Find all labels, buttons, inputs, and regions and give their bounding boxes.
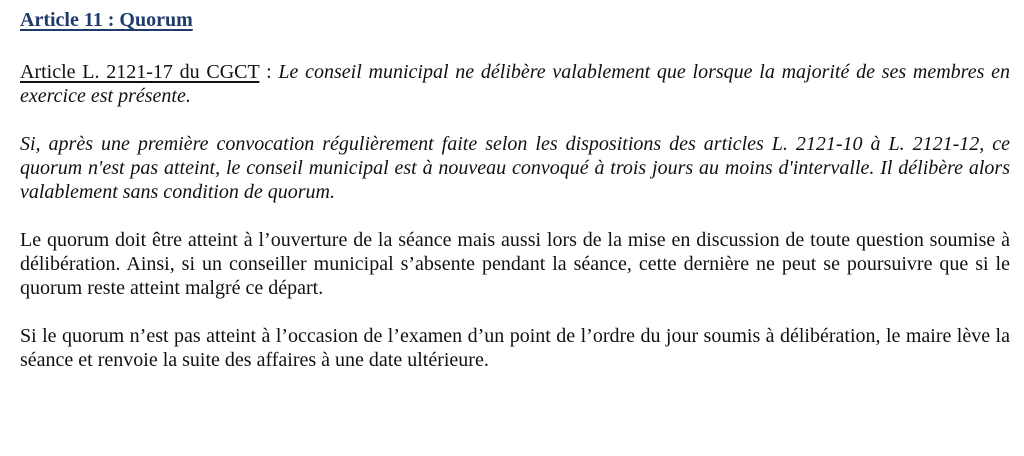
paragraph-quorum-not-reached: Si le quorum n’est pas atteint à l’occasion de l’examen d’un point de l’ordre du jour soumis à délibération, le maire lève la séance et renvoie la suite des affaires à une date ultérieure. [20,325,1010,371]
legal-reference: Article L. 2121-17 du CGCT [20,61,260,83]
legal-reference-text: Le conseil municipal ne délibère valablement que lorsque la majorité de ses membres en exercice est présente. [20,61,1010,107]
paragraph-legal-reference [20,60,1010,108]
paragraph-quorum-session: Le quorum doit être atteint à l’ouverture de la séance mais aussi lors de la mise en discussion de toute question soumise à délibération. Ainsi, si un conseiller municipal s’absente pendant la séance, cette dernière ne peut se poursuivre que si le quorum reste atteint malgré ce départ. [20,229,1010,299]
document-page [20,6,1010,396]
paragraph-second-convocation: Si, après une première convocation régulièrement faite selon les dispositions des articles L. 2121-10 à L. 2121-12, ce quorum n'est pas atteint, le conseil municipal est à nouveau convoqué à trois jours au moins d'intervalle. Il délibère alors valablement sans condition de quorum. [20,133,1010,203]
article-title: Article 11 : Quorum [20,9,193,31]
reference-separator: : [259,61,279,83]
